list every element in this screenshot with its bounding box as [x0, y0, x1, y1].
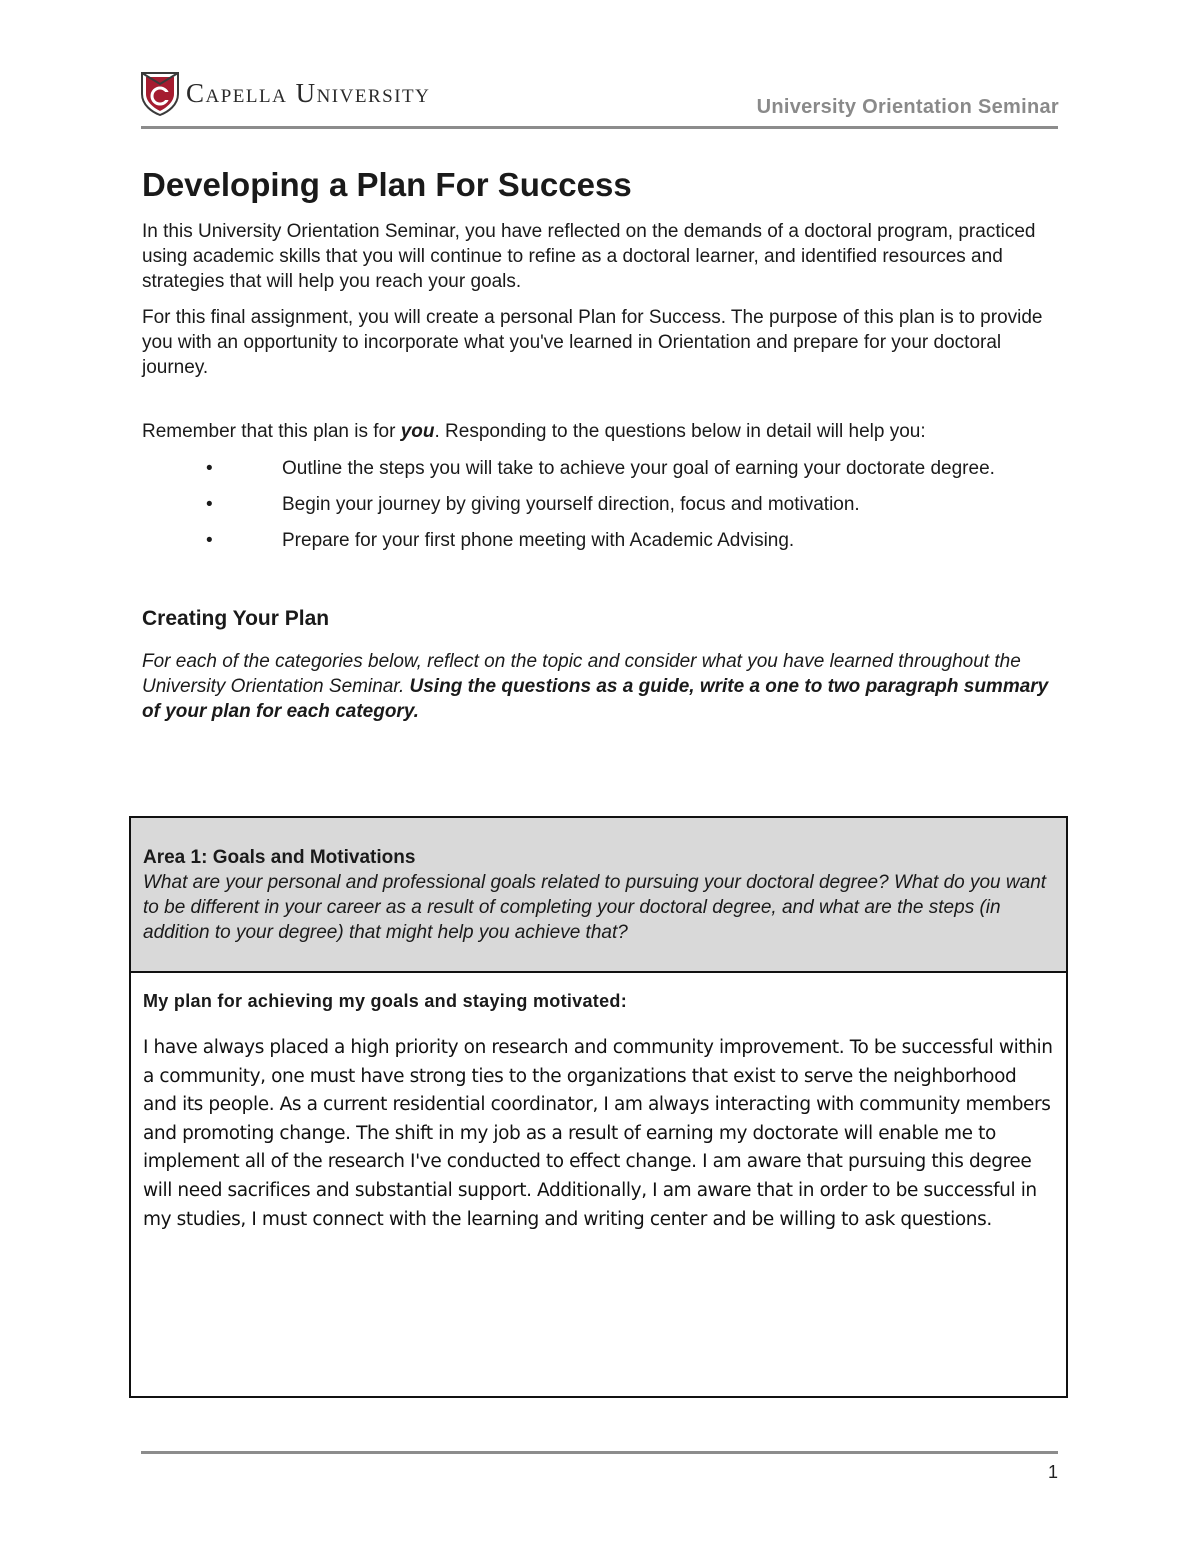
- page-title: Developing a Plan For Success: [142, 166, 632, 203]
- bullet-text: Prepare for your first phone meeting with Academic Advising.: [282, 530, 795, 551]
- bullet-text: Begin your journey by giving yourself direction, focus and motivation.: [282, 494, 860, 515]
- page-number: 1: [1047, 1462, 1058, 1482]
- logo-wordmark: Capella University: [186, 77, 431, 108]
- list-item: [206, 456, 1062, 481]
- benefit-list: [142, 456, 1062, 553]
- header-divider: [141, 126, 1058, 129]
- area-1-response[interactable]: [131, 973, 1066, 1234]
- area-1-question: What are your personal and professional goals related to pursuing your doctoral degree? What do you want to be different in your career as a result of completing your doctoral degree, and what are the steps (in addition to your degree) that might help you achieve that?: [143, 872, 1047, 943]
- bullet-icon: •: [206, 530, 213, 551]
- instructions-paragraph: [142, 649, 1062, 724]
- bullet-text: Outline the steps you will take to achieve your goal of earning your doctorate degree.: [282, 458, 995, 479]
- footer-divider: [141, 1451, 1058, 1454]
- capella-logo: [140, 70, 430, 116]
- area-1-header: [131, 818, 1066, 973]
- remember-suffix: . Responding to the questions below in detail will help you:: [434, 421, 926, 442]
- area-1-box: [129, 816, 1068, 1398]
- document-body: [142, 163, 1062, 735]
- remember-emphasis: you: [400, 421, 435, 442]
- bullet-icon: •: [206, 458, 213, 479]
- bullet-icon: •: [206, 494, 213, 515]
- capella-shield-icon: [140, 70, 180, 116]
- remember-prefix: Remember that this plan is for: [142, 421, 401, 442]
- instructions-bold: Using the questions as a guide, write a one to two paragraph summary of your plan for each category.: [142, 676, 1049, 722]
- plan-label: My plan for achieving my goals and staying motivated:: [143, 991, 627, 1011]
- seminar-title: University Orientation Seminar: [756, 96, 1059, 118]
- list-item: [206, 492, 1062, 517]
- area-1-title: Area 1: Goals and Motivations: [143, 847, 416, 868]
- instructions-italic: For each of the categories below, reflect on the topic and consider what you have learned throughout the University Orientation Seminar.: [142, 651, 1021, 697]
- list-item: [206, 528, 1062, 553]
- section-heading: Creating Your Plan: [142, 607, 330, 630]
- intro-paragraph-1: In this University Orientation Seminar, you have reflected on the demands of a doctoral program, practiced using academic skills that you will continue to refine as a doctoral learner, and identified resources and strategies that will help you reach your goals.: [142, 221, 1036, 292]
- remember-paragraph: [142, 419, 1062, 444]
- plan-text: I have always placed a high priority on research and community improvement. To be successful within a community, one must have strong ties to the organizations that exist to serve the neighborhood and its people. As a current residential coordinator, I am always interacting with community members and promoting change. The shift in my job as a result of earning my doctorate will enable me to implement all of the research I've conducted to effect change. I am aware that pursuing this degree will need sacrifices and substantial support. Additionally, I am aware that in order to be successful in my studies, I must connect with the learning and writing center and be willing to ask questions.: [143, 1037, 1053, 1230]
- intro-paragraph-2: For this final assignment, you will create a personal Plan for Success. The purpose of this plan is to provide you with an opportunity to incorporate what you've learned in Orientation and prepare for your doctoral journey.: [142, 307, 1043, 378]
